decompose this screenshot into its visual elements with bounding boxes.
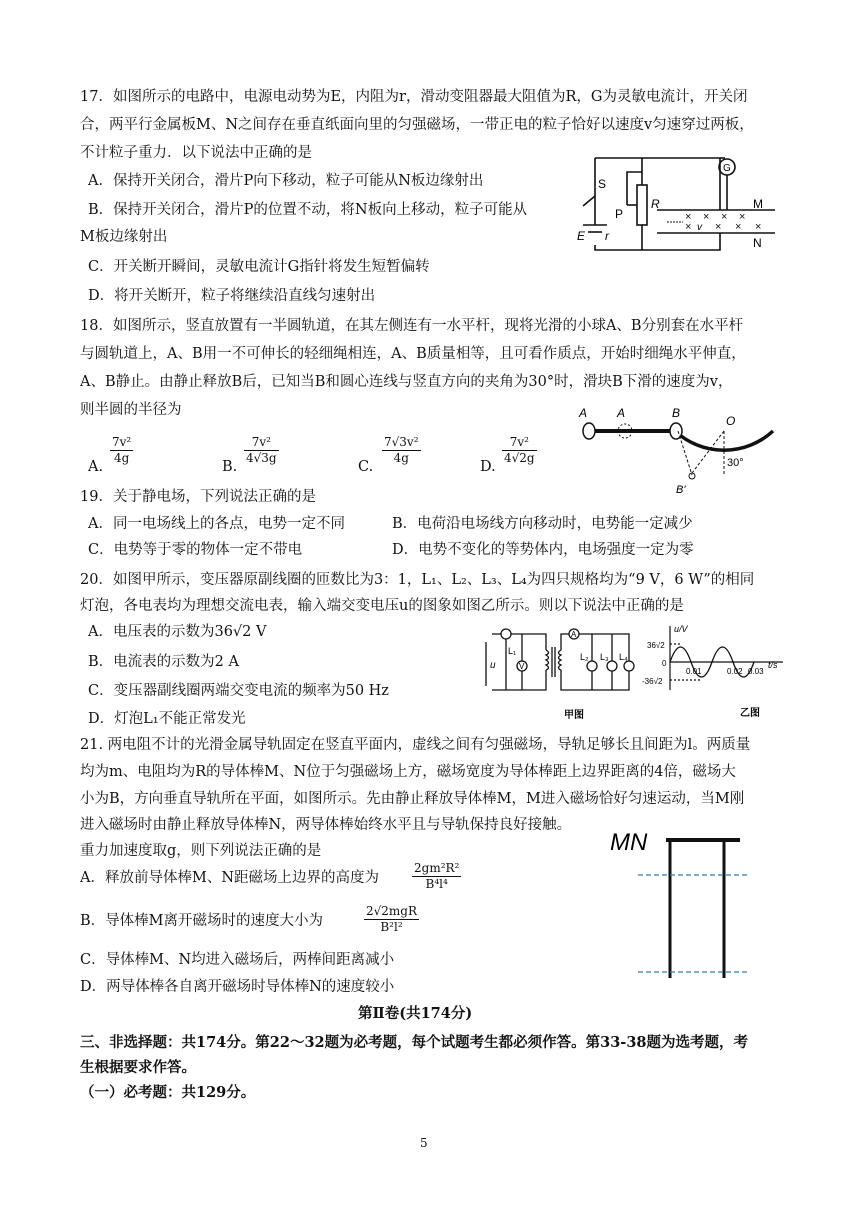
q21-line4: 进入磁场时由静止释放导体棒N，两导体棒始终水平且与导轨保持良好接触。 xyxy=(80,817,572,833)
page-number: 5 xyxy=(420,1136,428,1150)
svg-text:×: × xyxy=(685,221,692,233)
part3-instructions-cont: 生根据要求作答。 xyxy=(80,1059,196,1076)
q17-option-b: B．保持开关闭合，滑片P的位置不动，将N板向上移动，粒子可能从 xyxy=(88,202,528,218)
rheostat-label: R xyxy=(651,197,660,211)
q17-option-c: C．开关断开瞬间，灵敏电流计G指针将发生短暂偏转 xyxy=(88,259,430,275)
resistance-label: r xyxy=(605,229,609,243)
q18-option-d-label: D. xyxy=(480,459,496,475)
q21-line5: 重力加速度取g，则下列说法正确的是 xyxy=(80,843,322,859)
q17-circuit-figure xyxy=(575,150,800,260)
q19-option-b: B．电荷沿电场线方向移动时，电势能一定减少 xyxy=(392,516,693,532)
q18-option-a-fraction: $\frac{\text{7v²}}{4g}$ xyxy=(112,435,132,465)
q20-transformer-figure xyxy=(484,622,639,722)
q20-option-d: D．灯泡L₁不能正常发光 xyxy=(88,711,246,727)
plate-n-label: N xyxy=(753,236,762,250)
svg-text:0.02: 0.02 xyxy=(727,667,743,676)
center-o-label: O xyxy=(726,414,736,428)
graph-trough-label: -36√2 xyxy=(642,677,663,686)
ball-b-prime-label: B' xyxy=(676,484,686,496)
q18-option-d-fraction: $\frac{\text{7v²}}{4√2g}$ xyxy=(504,435,535,465)
q20-voltage-graph xyxy=(642,620,788,722)
q17-line2: 合，两平行金属板M、N之间存在垂直纸面向里的匀强磁场，一带正电的粒子恰好以速度v匀速穿过两板， xyxy=(80,117,754,133)
switch-label: S xyxy=(598,177,607,191)
q21-option-a-fraction: $\frac{\text{2gm²R²}}{\text{B⁴l⁴}}$ xyxy=(414,861,460,891)
svg-text:0: 0 xyxy=(662,659,667,668)
galvanometer-label: G xyxy=(723,163,731,174)
q21-option-c: C．导体棒M、N均进入磁场后，两棒间距离减小 xyxy=(80,952,395,968)
svg-text:×: × xyxy=(715,221,722,233)
q17-option-b-cont: M板边缘射出 xyxy=(80,229,168,245)
figure-jia-caption: 甲图 xyxy=(564,710,584,721)
svg-text:×: × xyxy=(721,211,728,223)
q18-option-a-label: A. xyxy=(88,459,104,475)
svg-text:L₄: L₄ xyxy=(619,652,628,662)
q18-line4: 则半圆的半径为 xyxy=(80,402,182,418)
svg-text:0.03: 0.03 xyxy=(748,667,764,676)
ball-b-label: B xyxy=(672,406,681,420)
graph-peak-label: 36√2 xyxy=(647,641,665,650)
part1-heading: （一）必考题：共129分。 xyxy=(80,1084,256,1101)
q19-option-a: A．同一电场线上的各点，电势一定不同 xyxy=(88,516,345,532)
q21-option-a: A．释放前导体棒M、N距磁场上边界的高度为 xyxy=(80,870,380,886)
rods-mn-label: MN xyxy=(610,829,648,856)
slider-label: P xyxy=(615,207,624,221)
svg-text:L₃: L₃ xyxy=(600,652,609,662)
q20-option-c: C．变压器副线圈两端交变电流的频率为50 Hz xyxy=(88,683,389,699)
q19-option-d: D．电势不变化的等势体内，电场强度一定为零 xyxy=(392,542,694,558)
q17-line3: 不计粒子重力．以下说法中正确的是 xyxy=(80,145,312,161)
q21-line2: 均为m、电阻均为R的导体棒M、N位于匀强磁场上方，磁场宽度为导体棒距上边界距离的4倍，磁场大 xyxy=(80,764,736,780)
q17-option-a: A．保持开关闭合，滑片P向下移动，粒子可能从N板边缘射出 xyxy=(88,173,484,189)
svg-text:×: × xyxy=(739,211,746,223)
q18-line2: 与圆轨道上，A、B用一不可伸长的轻细绳相连，A、B质量相等，且可看作质点，开始时细绳水平伸直， xyxy=(80,346,746,362)
q18-option-b-fraction: $\frac{\text{7v²}}{4√3g}$ xyxy=(246,435,277,465)
svg-text:×: × xyxy=(735,221,742,233)
svg-text:V: V xyxy=(519,662,525,671)
q17-option-d: D．将开关断开，粒子将继续沿直线匀速射出 xyxy=(88,288,376,304)
q20-option-b: B．电流表的示数为2 A xyxy=(88,654,239,670)
q21-option-b-fraction: 2√2mgR B²l² xyxy=(366,904,418,934)
graph-y-label: u/V xyxy=(674,624,688,634)
q21-line1: 21. 两电阻不计的光滑金属导轨固定在竖直平面内，虚线之间有匀强磁场，导轨足够长且间距为l。两质量 xyxy=(80,737,751,753)
figure-yi-caption: 乙图 xyxy=(740,708,760,719)
q20-line1: 20．如图甲所示，变压器原副线圈的匝数比为3：1，L₁、L₂、L₃、L₄为四只规格均为“9 V，6 W”的相同 xyxy=(80,572,755,588)
svg-text:0.01: 0.01 xyxy=(686,667,702,676)
q21-option-d: D．两导体棒各自离开磁场时导体棒N的速度较小 xyxy=(80,979,395,995)
q18-option-b-label: B. xyxy=(222,459,238,475)
q20-line2: 灯泡，各电表均为理想交流电表，输入端交变电压u的图象如图乙所示。则以下说法中正确的是 xyxy=(80,598,684,614)
emf-label: E xyxy=(577,229,586,243)
svg-text:×: × xyxy=(703,211,710,223)
q18-option-c-label: C. xyxy=(358,459,374,475)
q20-option-a: A．电压表的示数为36√2 V xyxy=(88,624,267,640)
q18-semicircle-figure xyxy=(575,405,790,497)
input-voltage-label: u xyxy=(490,660,496,671)
section-title: 第Ⅱ卷(共174分) xyxy=(358,1005,473,1022)
graph-x-label: t/s xyxy=(768,660,778,670)
q18-line3: A、B静止。由静止释放B后，已知当B和圆心连线与竖直方向的夹角为30°时，滑块B下滑的速度为v， xyxy=(80,374,733,390)
svg-text:×: × xyxy=(755,221,762,233)
q21-line3: 小为B，方向垂直导轨所在平面，如图所示。先由静止释放导体棒M，M进入磁场恰好匀速运动，当M刚 xyxy=(80,791,745,807)
ball-a-label: A xyxy=(579,406,588,420)
q19-stem: 19．关于静电场，下列说法正确的是 xyxy=(80,489,316,505)
svg-text:L₁: L₁ xyxy=(508,646,517,656)
q18-option-c-fraction: $\frac{\text{7√3v²}}{4g}$ xyxy=(384,435,419,465)
svg-text:A: A xyxy=(571,630,577,639)
q21-option-b: B．导体棒M离开磁场时的速度大小为 xyxy=(80,913,324,929)
q17-line1: 17．如图所示的电路中，电源电动势为E，内阻为r，滑动变阻器最大阻值为R，G为灵敏电流计，开关闭 xyxy=(80,89,748,105)
q21-rails-figure xyxy=(608,828,778,980)
ball-a-moved-label: A xyxy=(617,406,626,420)
q19-option-c: C．电势等于零的物体一定不带电 xyxy=(88,542,303,558)
q18-line1: 18．如图所示，竖直放置有一半圆轨道，在其左侧连有一水平杆，现将光滑的小球A、B分别套在水平杆 xyxy=(80,318,744,334)
svg-text:×: × xyxy=(685,211,692,223)
part3-instructions: 三、非选择题：共174分。第22～32题为必考题，每个试题考生都必须作答。第33-38题为选考题，考 xyxy=(80,1034,748,1051)
velocity-label: v xyxy=(697,222,702,233)
svg-text:L₂: L₂ xyxy=(580,652,589,662)
plate-m-label: M xyxy=(753,197,763,211)
angle-label: 30° xyxy=(727,457,744,469)
